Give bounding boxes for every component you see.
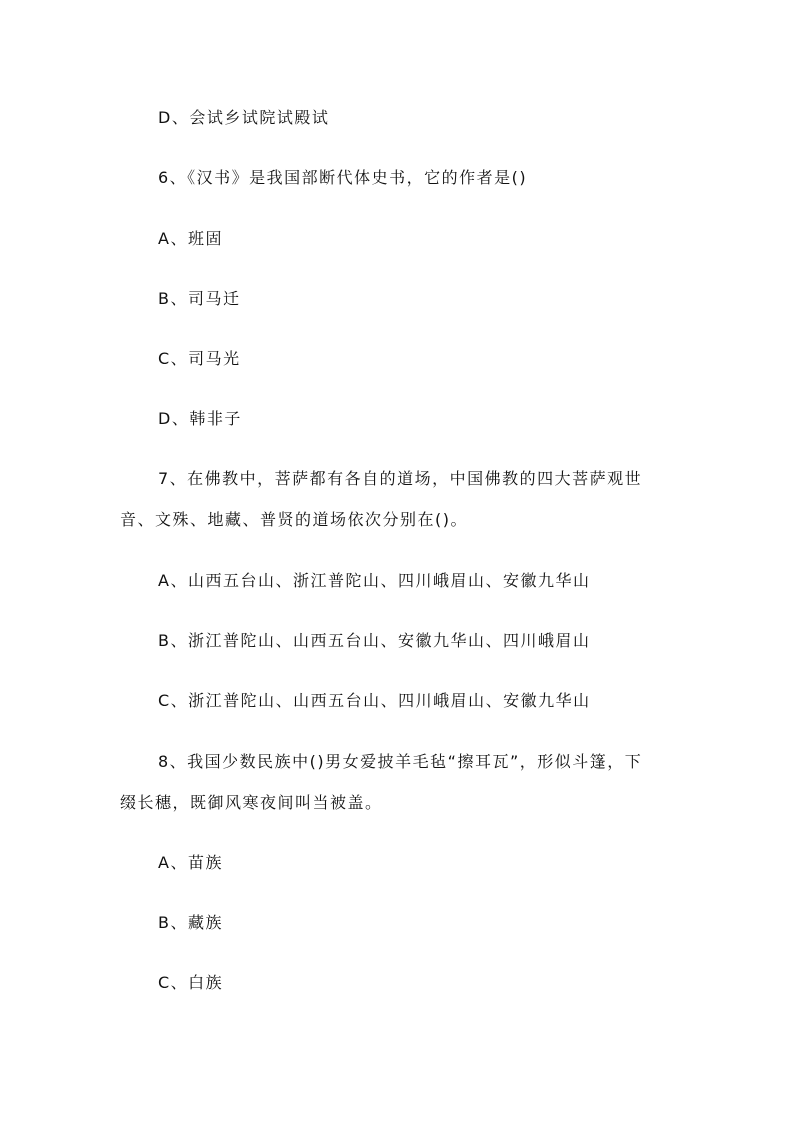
q6-option-a: A、班固 xyxy=(158,229,223,248)
q6-option-c: C、司马光 xyxy=(158,349,241,368)
q5-option-d: D、会试乡试院试殿试 xyxy=(158,108,330,127)
q7-option-c: C、浙江普陀山、山西五台山、四川峨眉山、安徽九华山 xyxy=(158,691,591,710)
q8-option-b: B、藏族 xyxy=(158,913,223,932)
q8-option-c: C、白族 xyxy=(158,973,224,992)
q7-stem-line1: 7、在佛教中，菩萨都有各自的道场，中国佛教的四大菩萨观世 xyxy=(158,469,643,488)
q7-option-a: A、山西五台山、浙江普陀山、四川峨眉山、安徽九华山 xyxy=(158,571,591,590)
q8-stem-line2: 缀长穗，既御风寒夜间叫当被盖。 xyxy=(120,793,383,812)
q8-option-a: A、苗族 xyxy=(158,853,223,872)
q8-stem-line1: 8、我国少数民族中()男女爱披羊毛毡“擦耳瓦”，形似斗篷，下 xyxy=(158,752,643,771)
q6-option-d: D、韩非子 xyxy=(158,409,242,428)
q7-stem-line2: 音、文殊、地藏、普贤的道场依次分别在()。 xyxy=(120,510,468,529)
q7-option-b: B、浙江普陀山、山西五台山、安徽九华山、四川峨眉山 xyxy=(158,631,591,650)
q6-stem: 6、《汉书》是我国部断代体史书，它的作者是() xyxy=(158,168,528,187)
q6-option-b: B、司马迁 xyxy=(158,289,241,308)
